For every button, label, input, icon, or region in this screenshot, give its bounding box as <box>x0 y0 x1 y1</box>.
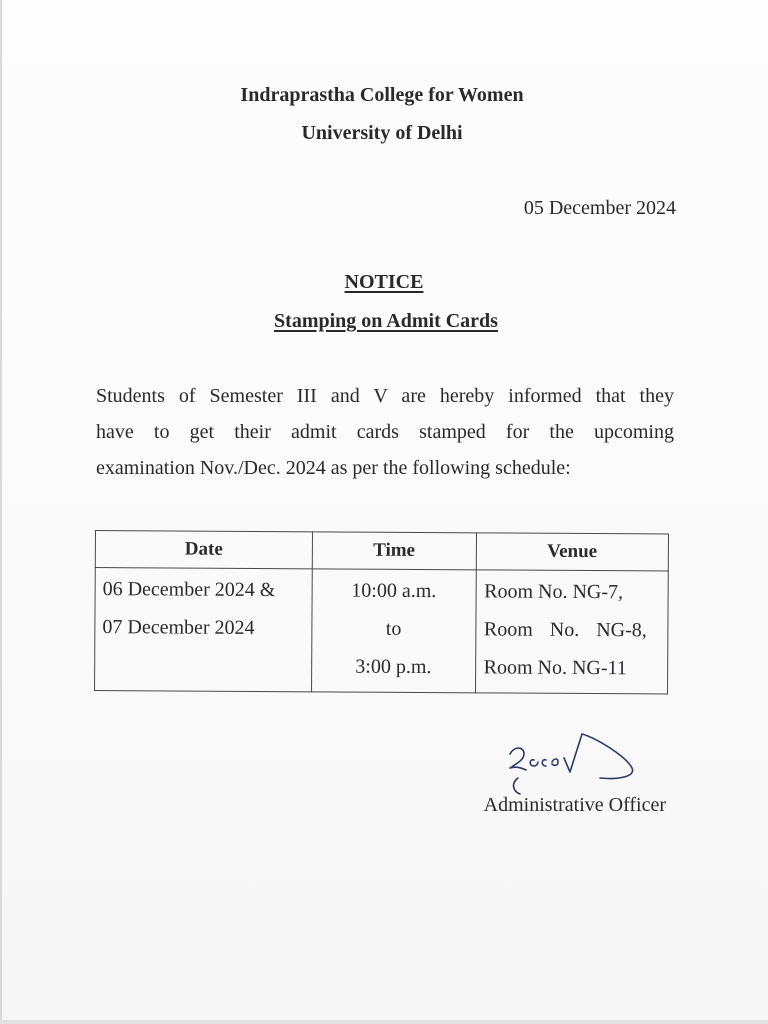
schedule-table <box>94 530 669 695</box>
notice-body <box>96 378 674 486</box>
header-time: Time <box>312 532 476 570</box>
time-line: to <box>385 617 402 640</box>
time-line: 3:00 p.m. <box>355 655 432 679</box>
schedule-header-row <box>95 531 668 571</box>
officer-designation: Administrative Officer <box>483 794 666 816</box>
venue-line: Room No. NG-7, <box>484 580 624 604</box>
university-name: University of Delhi <box>301 122 463 144</box>
date-line: 06 December 2024 & <box>102 578 276 602</box>
header-date: Date <box>95 531 312 569</box>
header-venue: Venue <box>476 533 669 571</box>
body-line: examination Nov./Dec. 2024 as per the following schedule: <box>96 457 571 479</box>
venue-line: Room No. NG-11 <box>483 656 627 680</box>
date-line: 07 December 2024 <box>102 616 255 639</box>
time-line: 10:00 a.m. <box>351 579 437 603</box>
notice-title: NOTICE <box>344 271 424 293</box>
paper-edge-left <box>0 0 2 1024</box>
notice-subject: Stamping on Admit Cards <box>274 310 498 332</box>
institution-name: Indraprastha College for Women <box>240 84 524 106</box>
signature-icon <box>500 728 640 798</box>
body-line: Students of Semester III and V are hereby informed that they <box>96 385 674 407</box>
paper-edge-bottom <box>0 1020 768 1024</box>
venue-line: Room No. NG-8, <box>483 618 647 642</box>
body-line: have to get their admit cards stamped for the upcoming <box>96 421 674 443</box>
schedule-row <box>95 568 669 694</box>
cell-time <box>311 569 475 693</box>
cell-date <box>95 568 313 692</box>
cell-venue <box>475 570 668 694</box>
notice-date: 05 December 2024 <box>523 197 676 219</box>
